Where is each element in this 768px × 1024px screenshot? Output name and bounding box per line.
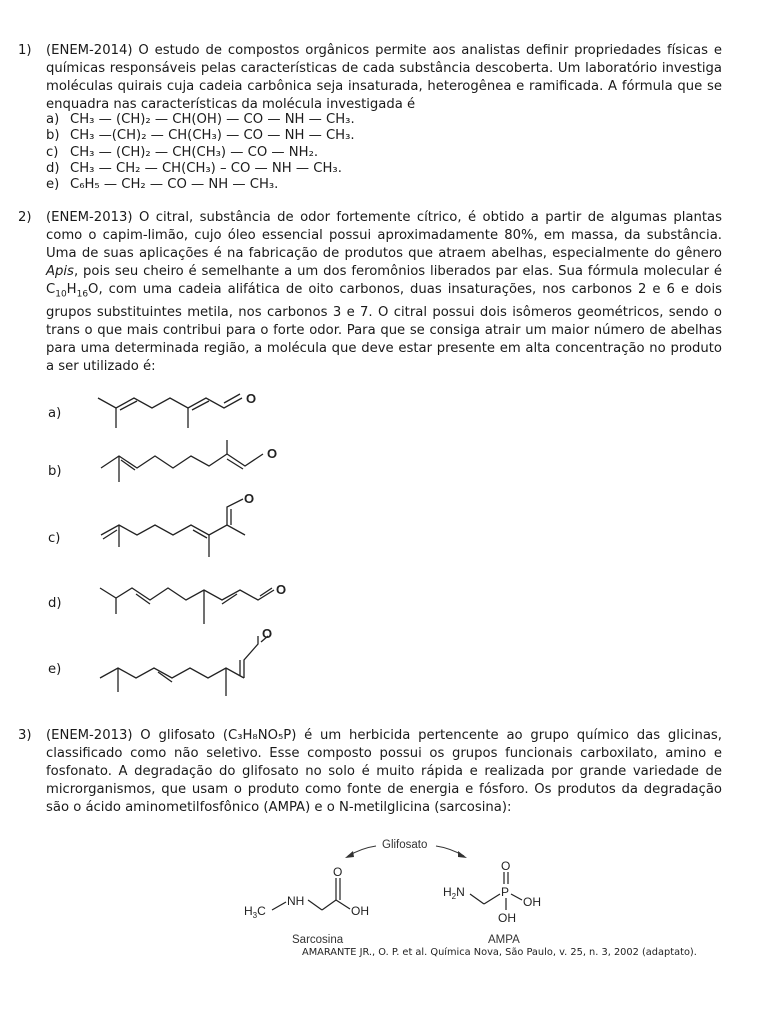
hydroxyl-bottom-label: OH — [498, 911, 516, 925]
amino-group-label: $H_2N$ — [443, 885, 465, 901]
citral-structure-a — [93, 391, 313, 432]
amine-label: NH — [287, 894, 305, 908]
option-letter: c) — [46, 144, 59, 160]
option-letter: e) — [48, 662, 62, 677]
citation: AMARANTE JR., O. P. et al. Química Nova, São Paulo, v. 25, n. 3, 2002 (adaptato). — [302, 947, 697, 958]
option-text: CH₃ — CH₂ — CH(CH₃) – CO — NH — CH₃. — [70, 160, 342, 176]
option-text: C₆H₅ — CH₂ — CO — NH — CH₃. — [70, 177, 279, 193]
question-1 — [18, 42, 722, 114]
methyl-group-label: $H_3C$ — [244, 904, 266, 920]
phosphorus-label: P — [501, 885, 510, 899]
molecular-formula: C₃H₈NO₅P — [228, 728, 292, 743]
option-a[interactable] — [46, 112, 355, 128]
question-1-options — [46, 112, 355, 193]
question-2 — [18, 209, 722, 376]
option-e[interactable] — [46, 177, 355, 193]
option-letter: a) — [46, 112, 60, 127]
question-3 — [18, 727, 722, 817]
option-b[interactable] — [46, 128, 355, 144]
option-text: CH₃ — (CH)₂ — CH(CH₃) — CO — NH₂. — [70, 144, 319, 160]
molecular-formula: $C_{10}H_{16}O$ — [46, 282, 99, 301]
oxygen-label: O — [276, 582, 287, 597]
option-letter: a) — [48, 406, 62, 421]
question-number: 3) — [18, 728, 32, 743]
phosphoryl-oxygen-label: O — [501, 859, 511, 873]
oxygen-label: O — [267, 446, 278, 461]
glyphosate-label: Glifosato — [382, 839, 428, 851]
option-text: CH₃ — (CH)₂ — CH(OH) — CO — NH — CH₃. — [70, 112, 355, 127]
glyphosate-degradation-figure — [236, 834, 566, 946]
hydroxyl-label: OH — [351, 904, 369, 918]
option-letter: c) — [48, 531, 61, 546]
carbonyl-oxygen-label: O — [333, 865, 343, 879]
option-c[interactable] — [46, 145, 355, 161]
sarcosine-label: Sarcosina — [292, 934, 344, 946]
question-text: (ENEM-2013) O glifosato (C₃H₈NO₅P) é um herbicida pertencente ao grupo químico das glicinas, classificado como não seletivo. Esse composto possui os grupos funcionais carboxilato, amino e fosfonato. A degradação do glifosato no solo é muito rápida e realizada por grande variedade de microrganismos, que usam o produto como fonte de energia e fósforo. Os produtos da degradação são o ácido aminometilfosfônico (AMPA) e o N-metilglicina (sarcosina): — [46, 728, 722, 816]
citral-structure-c — [96, 491, 316, 573]
citral-structure-b — [93, 442, 313, 492]
question-number: 2) — [18, 210, 32, 225]
question-text: (ENEM-2013) O citral, substância de odor fortemente cítrico, é obtido a partir de algumas plantas como o capim-limão, cujo óleo essencial possui aproximadamente 80%, em massa, da substância. Uma de suas aplicações é na fabricação de produtos que atraem abelhas, especialmente do gênero Apis, pois seu cheiro é semelhante a um dos feromônios liberados par elas. Sua fórmula molecular é $C_{10}H_{16}O$, com uma cadeia alifática de oito carbonos, duas insaturações, nos carbonos 2 e 6 e dois grupos substituintes metila, nos carbonos 3 e 7. O citral possui dois isômeros geométricos, sendo o trans o que mais contribui para o forte odor. Para que se consiga atrair um maior número de abelhas para uma determinada região, a molécula que deve estar presente em alta concentração no produto a ser utilizado é: — [46, 210, 722, 375]
citral-structure-e — [96, 626, 316, 708]
question-number: 1) — [18, 43, 32, 58]
option-text: CH₃ —(CH)₂ — CH(CH₃) — CO — NH — CH₃. — [70, 128, 355, 144]
option-letter: d) — [48, 596, 62, 611]
hydroxyl-right-label: OH — [523, 895, 541, 909]
ampa-label: AMPA — [488, 934, 520, 946]
option-letter: e) — [46, 177, 60, 193]
oxygen-label: O — [262, 626, 273, 641]
genus-name: Apis — [46, 264, 74, 280]
option-letter: d) — [46, 160, 60, 176]
question-text: (ENEM-2014) O estudo de compostos orgânicos permite aos analistas definir propriedades físicas e químicas responsáveis pelas características de cada substância descoberta. Um laboratório investiga moléculas quirais cuja cadeia carbônica seja insaturada, heterogênea e ramificada. A fórmula que se enquadra nas características da molécula investigada é — [46, 43, 722, 113]
option-letter: b) — [46, 128, 60, 144]
option-letter: b) — [48, 464, 62, 479]
option-d[interactable] — [46, 161, 355, 177]
oxygen-label: O — [244, 491, 255, 506]
citral-structure-d — [96, 582, 316, 626]
oxygen-label: O — [246, 391, 257, 406]
